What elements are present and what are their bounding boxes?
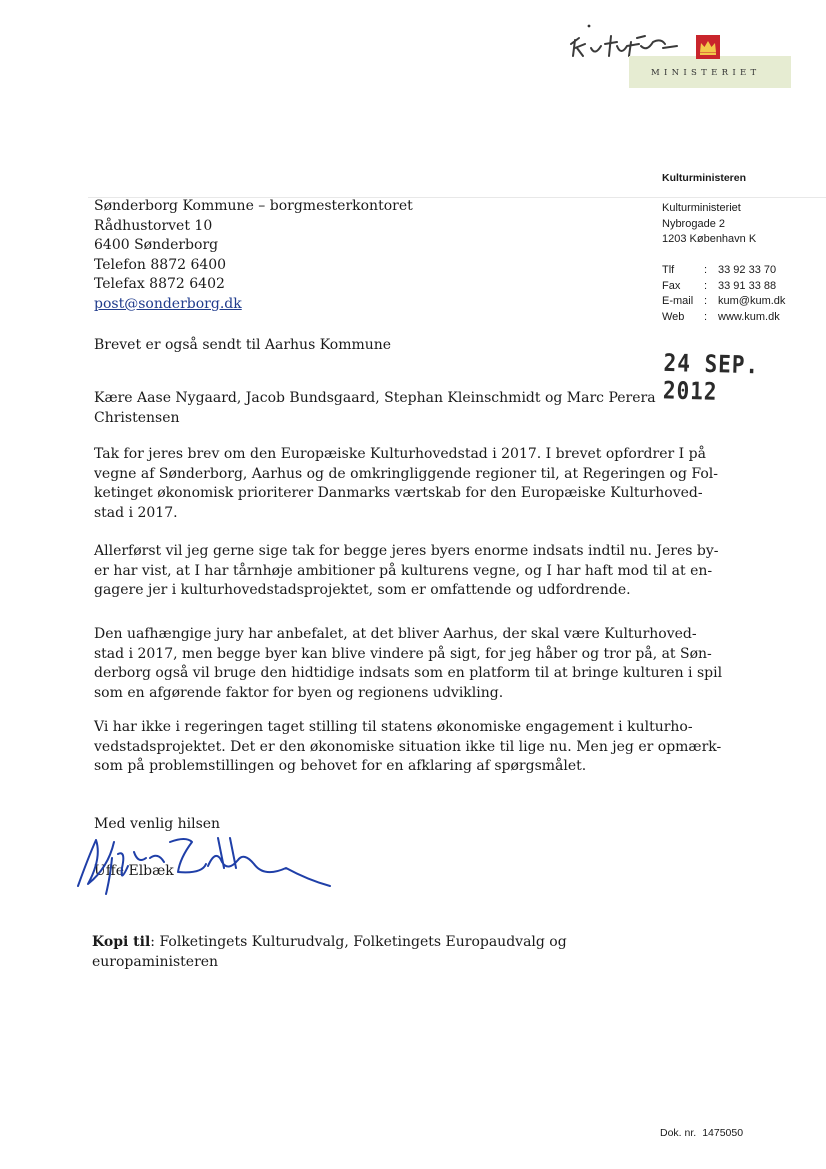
closing: Med venlig hilsen xyxy=(94,816,221,832)
recipient-line: 6400 Sønderborg xyxy=(94,237,219,253)
doknr-value: 1475050 xyxy=(702,1127,744,1139)
contact-row-phone xyxy=(662,263,785,279)
sender-address xyxy=(662,201,756,248)
contact-value: 33 91 33 88 xyxy=(718,279,777,292)
paragraph-line: som en afgørende faktor for byen og regionens udvikling. xyxy=(94,684,504,701)
sender-contact xyxy=(662,263,785,325)
paragraph-line: gagere jer i kulturhovedstadsprojektet, som er omfattende og udfordrende. xyxy=(94,582,631,598)
contact-key: Fax xyxy=(662,279,681,292)
sender-title: Kulturministeren xyxy=(662,172,747,184)
paragraph-line: Allerførst vil jeg gerne sige tak for begge jeres byers enorme indsats indtil nu. Jeres by- xyxy=(94,543,719,559)
sender-address-line: Nybrogade 2 xyxy=(662,217,725,230)
recipient-email-link[interactable]: post@sonderborg.dk xyxy=(94,295,242,312)
contact-key: E-mail xyxy=(662,295,694,307)
contact-sep: : xyxy=(704,264,708,276)
contact-value[interactable]: kum@kum.dk xyxy=(718,295,786,307)
crown-icon xyxy=(696,35,720,59)
paragraph-line: ketinget økonomisk prioriterer Danmarks værtskab for den Europæiske Kulturhoved- xyxy=(94,485,703,501)
body-paragraph xyxy=(94,445,718,523)
ministry-logo xyxy=(565,22,791,90)
paragraph-line: stad i 2017, men begge byer kan blive vindere på sigt, for jeg håber og tror på, at Søn- xyxy=(94,645,712,662)
contact-row-email xyxy=(662,294,785,310)
document-number xyxy=(660,1127,743,1139)
contact-row-fax xyxy=(662,279,785,295)
body-paragraph xyxy=(94,718,722,777)
sender-address-line: 1203 København K xyxy=(662,233,757,245)
kopi-label: Kopi til xyxy=(92,934,151,950)
contact-key: Web xyxy=(662,310,685,323)
paragraph-line: Den uafhængige jury har anbefalet, at det bliver Aarhus, der skal være Kulturhoved- xyxy=(94,626,697,642)
cc-note: Brevet er også sendt til Aarhus Kommune xyxy=(94,337,392,353)
logo-subtitle: MINISTERIET xyxy=(651,68,761,78)
salutation-line: Kære Aase Nygaard, Jacob Bundsgaard, Stephan Kleinschmidt og Marc Perera xyxy=(94,390,656,406)
recipient-address xyxy=(94,197,413,314)
body-paragraph xyxy=(94,542,719,601)
contact-sep: : xyxy=(704,310,708,323)
kopi-recipients: : Folketingets Kulturudvalg, Folketingets Europaudvalg og europaministeren xyxy=(92,934,567,970)
paragraph-line: Vi har ikke i regeringen taget stilling til statens økonomiske engagement i kulturho- xyxy=(94,719,693,735)
recipient-line: Rådhustorvet 10 xyxy=(94,217,213,234)
contact-sep: : xyxy=(704,279,708,292)
paragraph-line: derborg også vil bruge den hidtidige indsats som en platform til at bringe kulturen i spil xyxy=(94,665,723,681)
salutation xyxy=(94,389,664,428)
recipient-line: Telefax 8872 6402 xyxy=(94,276,225,292)
salutation-line: Christensen xyxy=(94,409,180,426)
body-paragraph xyxy=(94,625,723,703)
contact-sep: : xyxy=(704,295,708,307)
recipient-line: Sønderborg Kommune – borgmesterkontoret xyxy=(94,198,413,214)
signature-image xyxy=(68,828,348,896)
contact-key: Tlf xyxy=(662,264,675,276)
doknr-label: Dok. nr. xyxy=(660,1127,697,1139)
contact-value: 33 92 33 70 xyxy=(718,264,777,276)
paragraph-line: stad i 2017. xyxy=(94,504,178,521)
recipient-line: Telefon 8872 6400 xyxy=(94,256,227,273)
contact-row-web xyxy=(662,310,785,326)
contact-value[interactable]: www.kum.dk xyxy=(718,310,780,323)
paragraph-line: vegne af Sønderborg, Aarhus og de omkringliggende regioner til, at Regeringen og Fol- xyxy=(94,465,718,482)
paragraph-line: vedstadsprojektet. Det er den økonomiske situation ikke til lige nu. Men jeg er opmærk- xyxy=(94,738,722,755)
date-stamp: 24 SEP. 2012 xyxy=(662,349,760,406)
signer-name: Uffe Elbæk xyxy=(94,863,174,879)
sender-address-line: Kulturministeriet xyxy=(662,202,741,214)
paragraph-line: er har vist, at I har tårnhøje ambitioner på kulturens vegne, og I har haft mod til at en- xyxy=(94,562,713,579)
paragraph-line: som på problemstillingen og behovet for en afklaring af spørgsmålet. xyxy=(94,758,587,774)
paragraph-line: Tak for jeres brev om den Europæiske Kulturhovedstad i 2017. I brevet opfordrer I på xyxy=(94,446,706,462)
kopi-til xyxy=(92,933,692,972)
